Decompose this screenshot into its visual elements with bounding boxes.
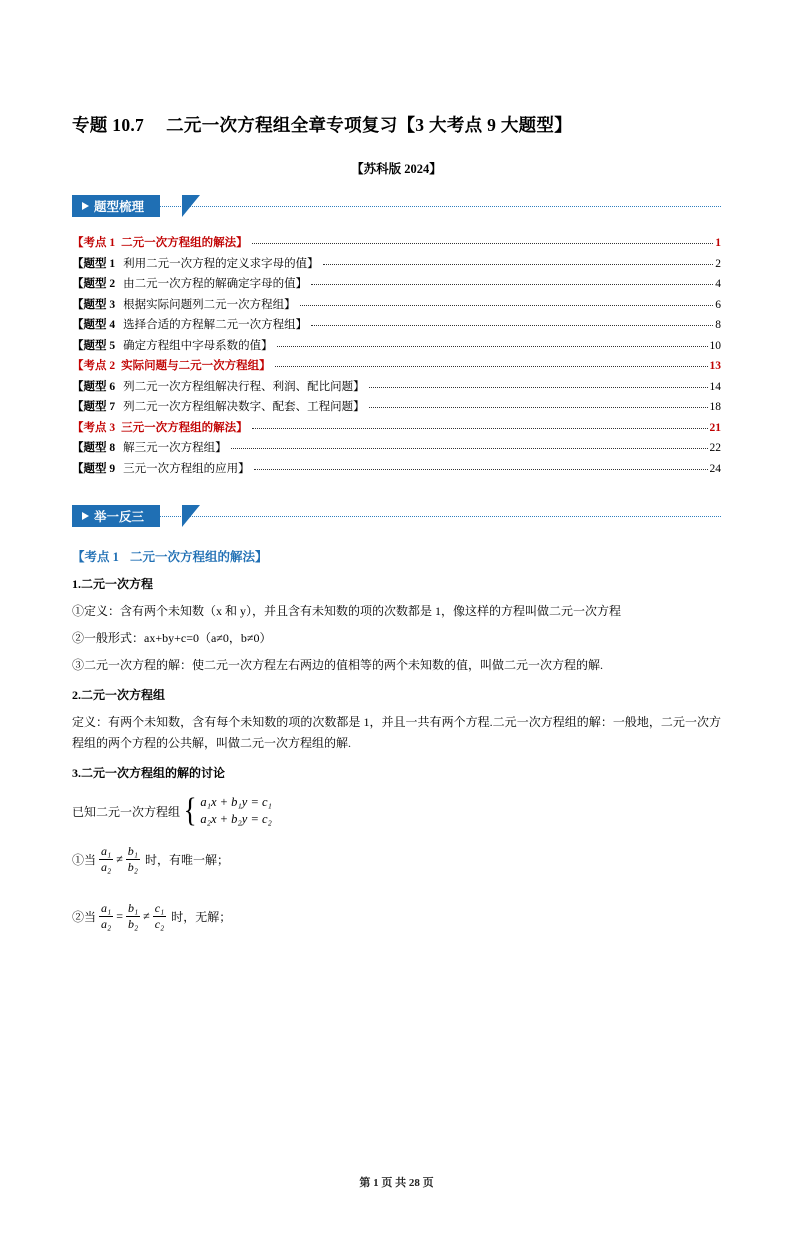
toc-leader: [369, 386, 708, 388]
toc-item-name: 三元一次方程组的解法】: [121, 421, 248, 434]
content-heading-1: 1.二元一次方程: [72, 577, 154, 591]
condition-prefix: ①当: [72, 853, 97, 867]
toc-row[interactable]: [72, 377, 721, 398]
toc-row[interactable]: [72, 295, 721, 316]
toc-row[interactable]: [72, 274, 721, 295]
toc-page-number: 1: [715, 237, 721, 249]
toc-leader: [300, 304, 714, 306]
fraction-denominator: a₂: [101, 860, 112, 874]
toc-page-number: 2: [715, 257, 721, 270]
toc-leader: [277, 345, 708, 347]
page-title-number: 专题 10.7: [72, 115, 145, 135]
toc-leader: [323, 263, 714, 265]
toc-leader: [252, 242, 714, 244]
toc-leader: [275, 365, 708, 367]
fraction-b1-b2: [126, 844, 140, 875]
equation-rows: [200, 794, 272, 828]
fraction-denominator: b₂: [127, 860, 138, 874]
fraction-a1-a2: [99, 901, 113, 932]
content-heading-2: 2.二元一次方程组: [72, 688, 166, 702]
page-title: [72, 112, 721, 137]
content-paragraph-2: ②一般形式：ax+by+c=0（a≠0，b≠0）: [72, 631, 272, 645]
condition-line-2: [72, 901, 721, 932]
banner-dotted-line: [72, 206, 721, 207]
table-of-contents: [72, 233, 721, 479]
toc-row[interactable]: [72, 233, 721, 254]
toc-leader: [254, 468, 708, 470]
condition-prefix: ②当: [72, 910, 97, 924]
fraction-numerator: b₁: [127, 844, 138, 858]
fraction-numerator: b₁: [127, 901, 139, 915]
toc-item-name: 二元一次方程组的解法】: [121, 237, 248, 249]
fraction-denominator: b₂: [127, 917, 139, 931]
toc-page-number: 18: [709, 401, 721, 413]
banner-label-container: [72, 505, 160, 527]
document-page: [0, 112, 793, 1234]
toc-item-label: 【题型 8: [72, 442, 116, 454]
fraction-denominator: a₂: [101, 917, 112, 931]
toc-item-name: 根据实际问题列二元一次方程组】: [123, 298, 296, 311]
toc-item-label: 【考点 2: [72, 360, 116, 372]
kaodian-heading: [72, 547, 721, 565]
toc-item-name: 由二元一次方程的解确定字母的值】: [123, 278, 308, 290]
toc-leader: [369, 406, 708, 408]
content-paragraph-1: ①定义：含有两个未知数（x 和 y），并且含有未知数的项的次数都是 1，像这样的方程叫做二元一次方程: [72, 604, 622, 618]
toc-page-number: 24: [709, 462, 721, 475]
toc-item-label: 【题型 9: [72, 462, 116, 475]
toc-page-number: 8: [715, 319, 721, 331]
banner-label-container: [72, 195, 160, 217]
page-subtitle: 【苏科版 2024】: [351, 162, 442, 176]
page-title-text: 二元一次方程组全章专项复习【3 大考点 9 大题型】: [166, 115, 573, 135]
equation-intro-text: 已知二元一次方程组: [72, 804, 181, 819]
toc-row[interactable]: [72, 254, 721, 275]
toc-leader: [252, 427, 708, 429]
condition-line-1: [72, 844, 721, 875]
toc-item-label: 【题型 5: [72, 339, 116, 352]
equation-row-2: a₂x + b₂y = c₂: [200, 812, 272, 826]
page-footer: 第 1 页 共 28 页: [359, 1177, 434, 1189]
toc-page-number: 21: [709, 421, 721, 434]
not-equal-symbol: ≠: [116, 852, 123, 866]
toc-item-name: 三元一次方程组的应用】: [123, 462, 250, 475]
equal-symbol: =: [116, 909, 123, 923]
condition-suffix: 时，无解；: [171, 910, 232, 924]
toc-row[interactable]: [72, 459, 721, 480]
triangle-right-icon: [82, 202, 89, 210]
not-equal-symbol: ≠: [143, 909, 150, 923]
section-banner-juyifansan: [72, 505, 721, 527]
toc-item-label: 【题型 3: [72, 298, 116, 311]
fraction-a1-a2: [99, 844, 113, 875]
toc-row[interactable]: [72, 418, 721, 439]
fraction-b1-b2: [126, 901, 140, 932]
equation-system-block: [72, 794, 721, 828]
toc-item-label: 【题型 4: [72, 319, 116, 331]
toc-row[interactable]: [72, 397, 721, 418]
toc-page-number: 14: [709, 380, 721, 393]
toc-page-number: 10: [709, 339, 721, 352]
toc-item-name: 列二元一次方程组解决数字、配套、工程问题】: [123, 401, 365, 413]
toc-row[interactable]: [72, 438, 721, 459]
fraction-numerator: a₁: [101, 844, 112, 858]
left-brace-symbol: {: [183, 792, 197, 829]
kaodian-name: 二元一次方程组的解法】: [130, 550, 268, 564]
fraction-denominator: c₂: [154, 917, 165, 931]
toc-item-name: 选择合适的方程解二元一次方程组】: [123, 319, 308, 331]
triangle-right-icon: [82, 512, 89, 520]
banner-label: 题型梳理: [94, 200, 145, 214]
toc-row[interactable]: [72, 336, 721, 357]
banner-label: 举一反三: [94, 510, 145, 524]
fraction-numerator: c₁: [154, 901, 165, 915]
toc-page-number: 22: [709, 442, 721, 454]
toc-item-name: 实际问题与二元一次方程组】: [121, 360, 271, 372]
toc-item-name: 列二元一次方程组解决行程、利润、配比问题】: [123, 380, 365, 393]
toc-leader: [311, 283, 713, 285]
toc-page-number: 13: [709, 360, 721, 372]
fraction-numerator: a₁: [101, 901, 112, 915]
toc-item-label: 【题型 6: [72, 380, 116, 393]
toc-item-label: 【题型 2: [72, 278, 116, 290]
content-heading-3: 3.二元一次方程组的解的讨论: [72, 766, 226, 780]
toc-page-number: 4: [715, 278, 721, 290]
fraction-c1-c2: [153, 901, 167, 932]
kaodian-label: 【考点 1: [72, 550, 119, 564]
condition-suffix: 时，有唯一解；: [144, 853, 229, 867]
content-paragraph-4: 定义：有两个未知数，含有每个未知数的项的次数都是 1，并且一共有两个方程.二元一次方程组的解：一般地，二元一次方程组的两个方程的公共解，叫做二元一次方程组的解.: [72, 715, 721, 750]
toc-item-label: 【考点 3: [72, 421, 116, 434]
toc-page-number: 6: [715, 298, 721, 311]
toc-item-label: 【考点 1: [72, 237, 116, 249]
equation-row-1: a₁x + b₁y = c₁: [200, 795, 272, 809]
toc-item-name: 确定方程组中字母系数的值】: [123, 339, 273, 352]
toc-item-name: 解三元一次方程组】: [123, 442, 227, 454]
toc-leader: [311, 324, 713, 326]
toc-item-label: 【题型 7: [72, 401, 116, 413]
toc-item-name: 利用二元一次方程的定义求字母的值】: [123, 257, 319, 270]
toc-item-label: 【题型 1: [72, 257, 116, 270]
toc-leader: [231, 447, 708, 449]
toc-row[interactable]: [72, 315, 721, 336]
section-banner-tixing-shuli: [72, 195, 721, 217]
banner-dotted-line: [72, 516, 721, 517]
toc-row[interactable]: [72, 356, 721, 377]
content-paragraph-3: ③二元一次方程的解：使二元一次方程左右两边的值相等的两个未知数的值，叫做二元一次方程的解.: [72, 658, 604, 672]
